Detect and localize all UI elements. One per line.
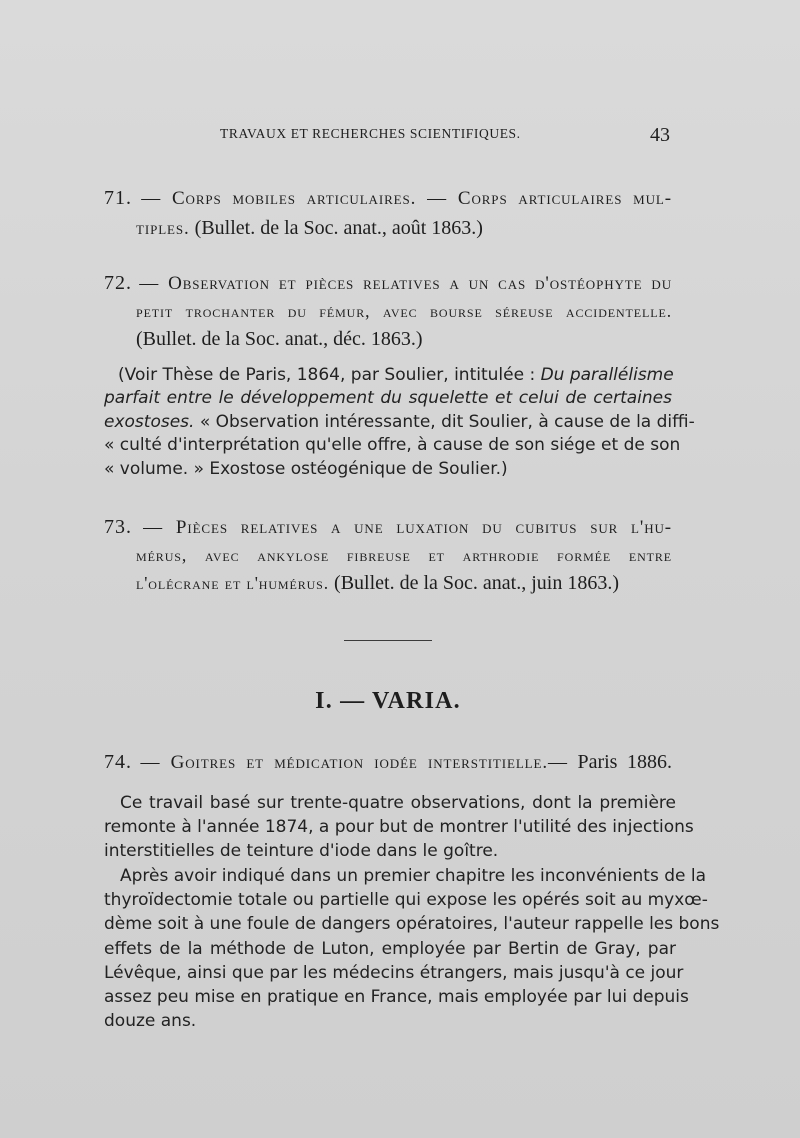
note-block xyxy=(104,364,695,481)
entry-number: 72. xyxy=(104,272,132,294)
entry-title: — Pièces relatives a une luxation du cubitus sur l'hu- xyxy=(143,517,673,538)
paragraph-line: thyroïdectomie totale ou partielle qui expose les opérés soit au myxœ- xyxy=(104,890,708,911)
entry-number: 71. xyxy=(104,187,132,209)
paragraph-line: remonte à l'année 1874, a pour but de montrer l'utilité des injections xyxy=(104,817,694,838)
entry-line xyxy=(104,270,672,298)
entry-title: — Corps mobiles articulaires. — Corps articulaires mul- xyxy=(141,188,672,209)
section-divider xyxy=(344,640,432,641)
entry-title: l'olécrane et l'humérus. xyxy=(136,573,330,593)
entry-number: 74. xyxy=(104,751,132,773)
entry-73 xyxy=(104,514,672,598)
entry-line xyxy=(104,298,672,326)
note-thesis-title: exostoses. xyxy=(104,411,195,432)
note-line xyxy=(104,364,672,387)
entry-title: mérus, avec ankylose fibreuse et arthrodie formée entre xyxy=(136,545,672,565)
entry-title: tiples. xyxy=(136,218,190,239)
entry-title: — Goitres et médication iodée interstitielle.— xyxy=(140,752,568,773)
note-thesis-title: parfait entre le développement du squelette et celui de certaines xyxy=(104,388,672,409)
note-line xyxy=(104,411,695,434)
note-line: « culté d'interprétation qu'elle offre, à cause de son siége et de son xyxy=(104,435,681,456)
entry-72 xyxy=(104,270,672,354)
paragraph-line: dème soit à une foule de dangers opératoires, l'auteur rappelle les bons xyxy=(104,914,720,935)
entry-reference: (Bullet. de la Soc. anat., août 1863.) xyxy=(189,217,483,239)
entry-line xyxy=(104,570,672,598)
entry-line xyxy=(104,326,672,354)
section-title: I. — VARIA. xyxy=(315,688,461,714)
paragraph-line: assez peu mise en pratique en France, mais employée par lui depuis xyxy=(104,987,689,1008)
entry-74 xyxy=(104,748,672,778)
entry-line xyxy=(104,214,672,244)
entry-reference: (Bullet. de la Soc. anat., juin 1863.) xyxy=(329,572,619,594)
entry-reference: Paris 1886. xyxy=(567,751,672,773)
entry-line xyxy=(104,184,672,214)
paragraph-line: effets de la méthode de Luton, employée par Bertin de Gray, par xyxy=(104,938,676,959)
note-text: « Observation intéressante, dit Soulier, à cause de la diffi- xyxy=(194,411,695,432)
paragraph-line: interstitielles de teinture d'iode dans le goître. xyxy=(104,841,499,862)
note-line: « volume. » Exostose ostéogénique de Soulier.) xyxy=(104,458,508,479)
entry-number: 73. xyxy=(104,516,132,538)
paragraph-2 xyxy=(104,864,720,1033)
entry-71 xyxy=(104,184,672,244)
page-number: 43 xyxy=(650,124,670,146)
paragraph-line: Ce travail basé sur trente-quatre observations, dont la première xyxy=(120,793,676,813)
paragraph-1 xyxy=(104,791,694,864)
page-header xyxy=(104,124,670,150)
entry-line xyxy=(104,748,672,778)
note-text: (Voir Thèse de Paris, 1864, par Soulier, intitulée : xyxy=(118,365,541,385)
entry-line xyxy=(104,514,672,542)
entry-line xyxy=(104,542,672,570)
running-head: TRAVAUX ET RECHERCHES SCIENTIFIQUES. xyxy=(220,126,521,141)
paragraph-line: Après avoir indiqué dans un premier chapitre les inconvénients de la xyxy=(120,866,707,886)
note-thesis-title: Du parallélisme xyxy=(540,365,674,385)
paragraph-line: douze ans. xyxy=(104,1011,197,1032)
paragraph-line: Lévêque, ainsi que par les médecins étrangers, mais jusqu'à ce jour xyxy=(104,962,684,983)
entry-reference: (Bullet. de la Soc. anat., déc. 1863.) xyxy=(136,328,423,350)
entry-title: — Observation et pièces relatives a un cas d'ostéophyte du xyxy=(139,273,672,294)
entry-title: petit trochanter du fémur, avec bourse séreuse accidentelle. xyxy=(136,301,672,321)
